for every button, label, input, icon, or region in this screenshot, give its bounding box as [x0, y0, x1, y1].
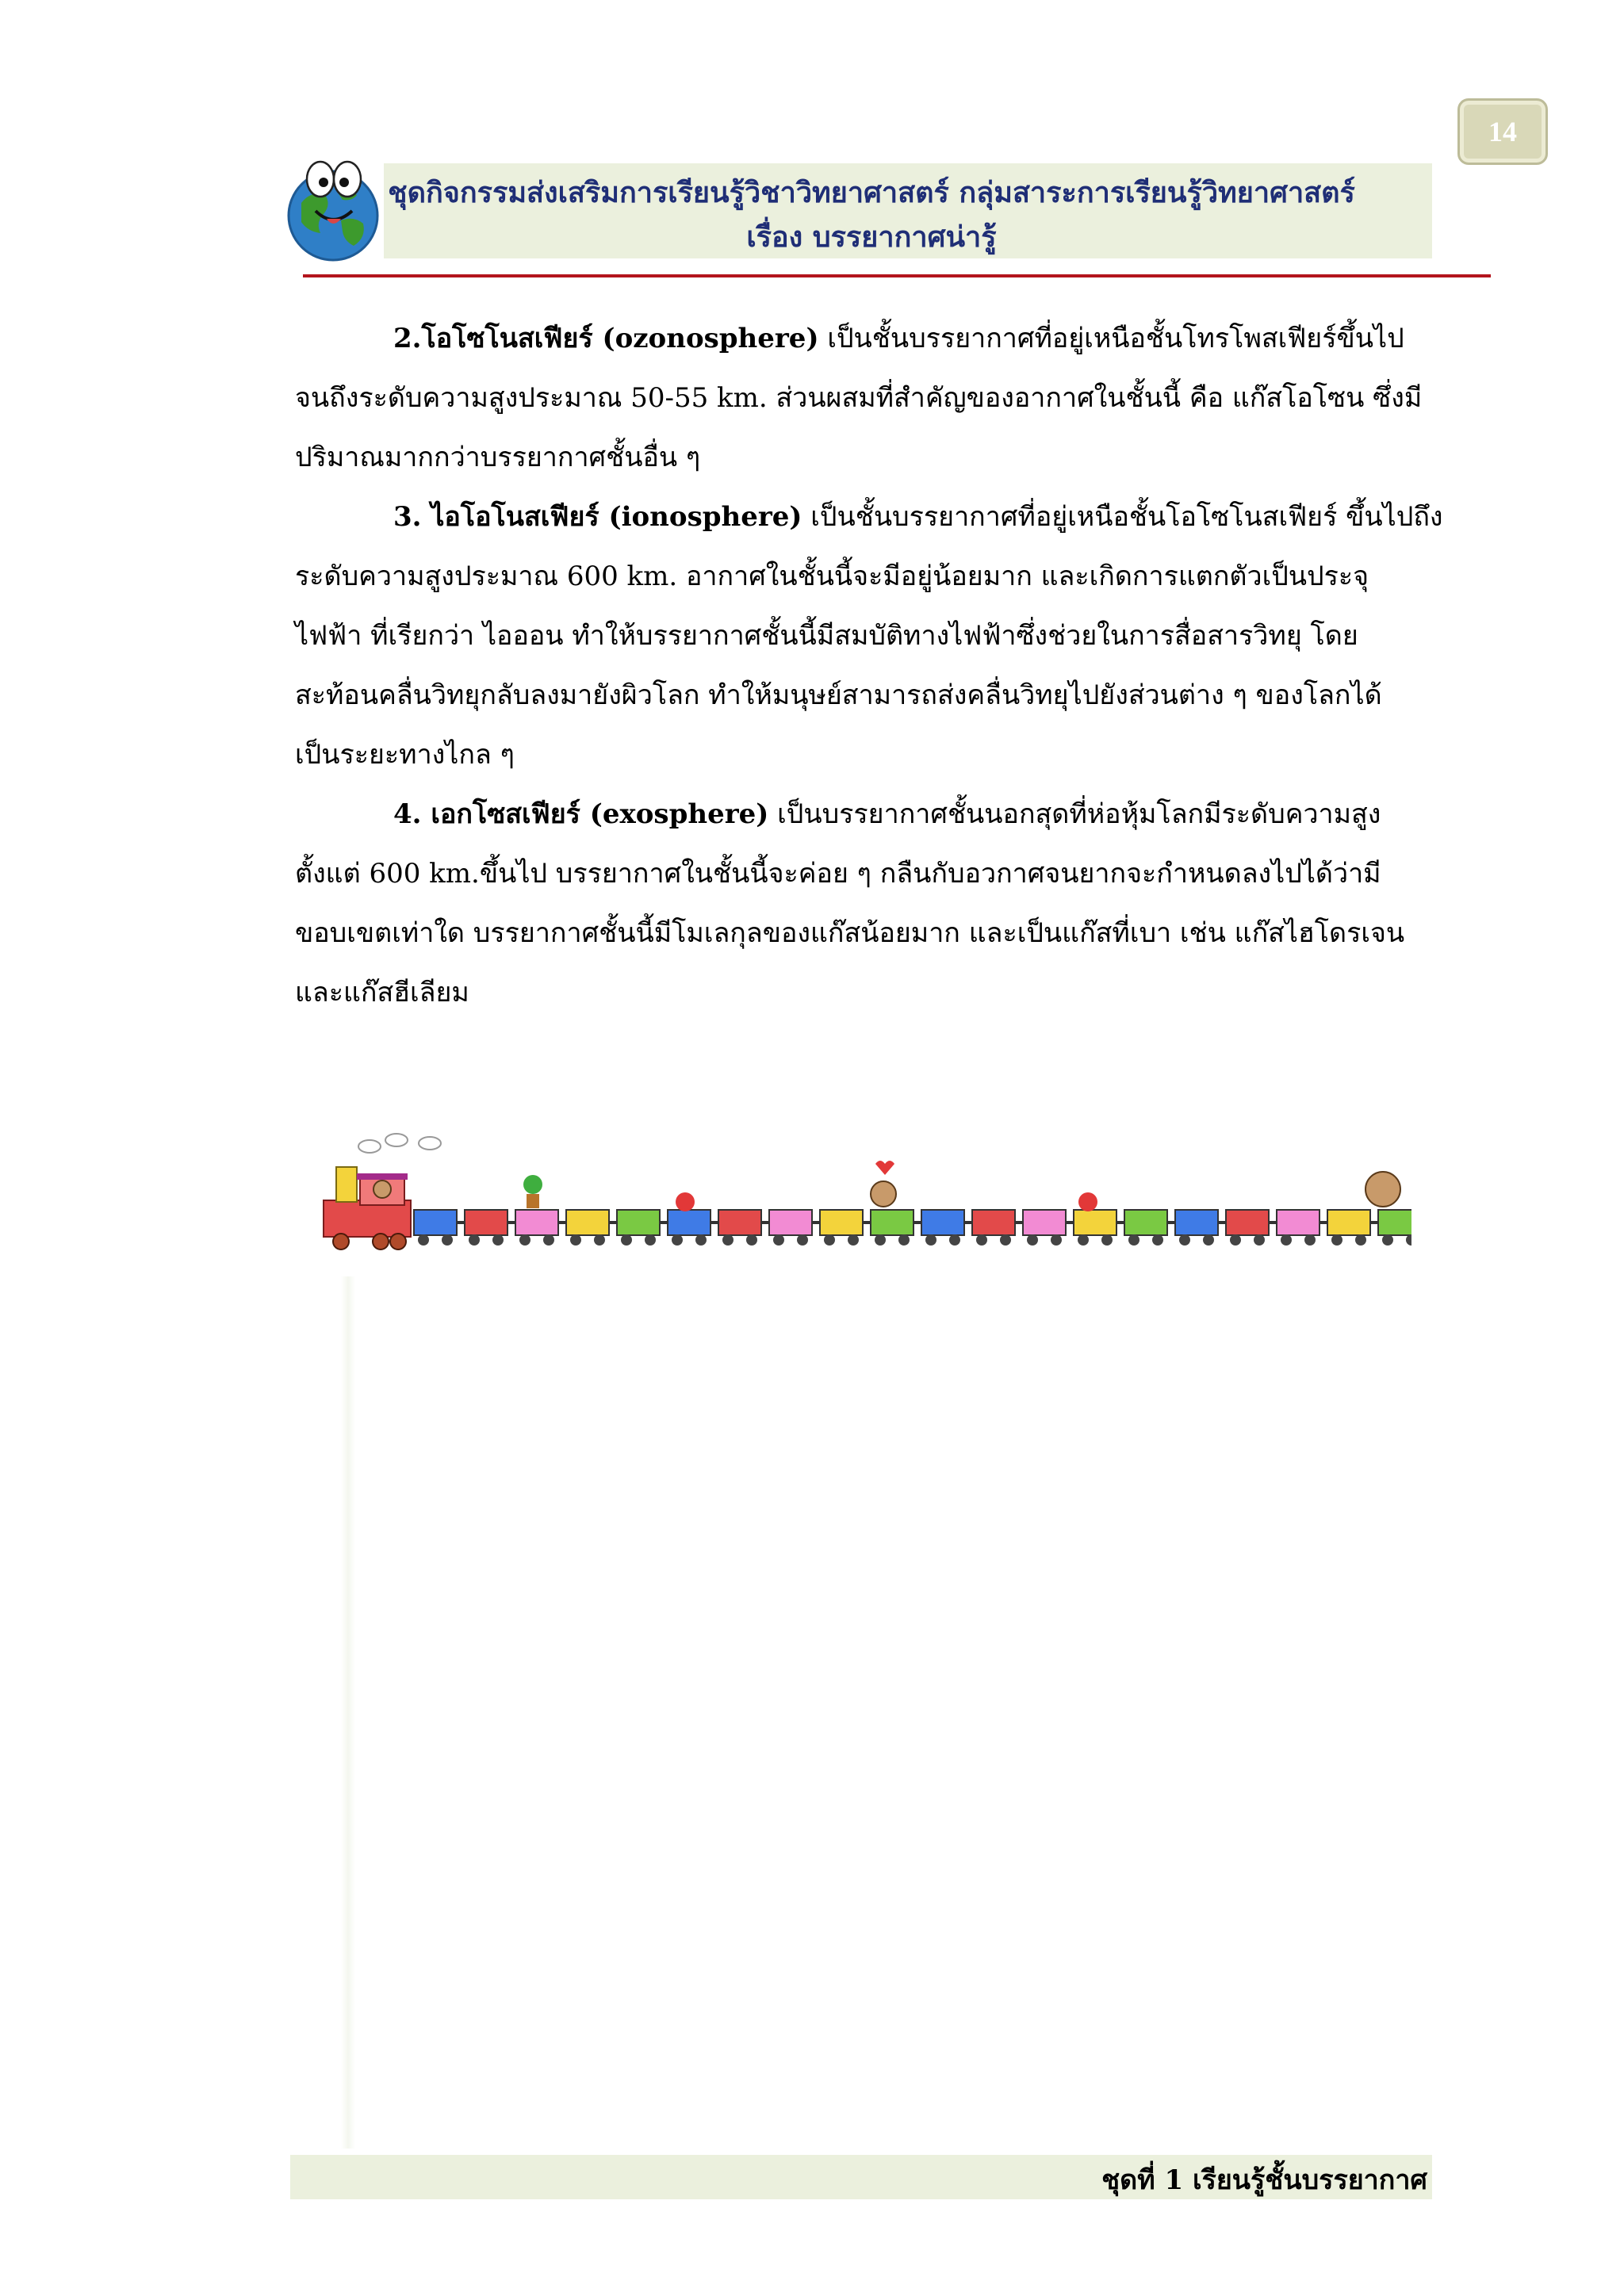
train-car	[972, 1210, 1015, 1235]
header-divider	[303, 274, 1491, 277]
train-car	[515, 1210, 558, 1235]
wheel	[1051, 1234, 1062, 1246]
paragraph-line: ตั้งแต่ 600 km.ขึ้นไป บรรยากาศในชั้นนี้จะค่อย ๆ กลืนกับอวกาศจนยากจะกำหนดลงไปได้ว่ามี	[295, 858, 1381, 890]
train-car	[718, 1210, 761, 1235]
paragraph-ozonosphere	[295, 309, 1437, 488]
globe-mascot-icon	[284, 155, 382, 263]
train-car	[871, 1210, 914, 1235]
wheel	[373, 1234, 389, 1249]
coupler	[1320, 1221, 1327, 1224]
wheel	[797, 1234, 808, 1246]
coupler	[1066, 1221, 1074, 1224]
wheel	[645, 1234, 656, 1246]
coupler	[1116, 1221, 1124, 1224]
wheel	[570, 1234, 581, 1246]
wheel	[390, 1234, 406, 1249]
wheel	[1152, 1234, 1163, 1246]
wheel	[519, 1234, 530, 1246]
footer-title: ชุดที่ 1 เรียนรู้ชั้นบรรยากาศ	[1101, 2164, 1427, 2196]
coupler	[457, 1221, 465, 1224]
wheel	[1179, 1234, 1190, 1246]
wheel	[1101, 1234, 1113, 1246]
paragraph-line: ขอบเขตเท่าใด บรรยากาศชั้นนี้มีโมเลกุลของแก๊สน้อยมาก และเป็นแก๊สที่เบา เช่น แก๊สไฮโดรเจน	[295, 917, 1405, 949]
term-exosphere: 4. เอกโซสเฟียร์ (exosphere)	[393, 798, 769, 830]
paragraph-exosphere	[295, 785, 1437, 1023]
wheel	[949, 1234, 960, 1246]
smoke-puff	[358, 1140, 381, 1153]
wheel	[695, 1234, 707, 1246]
coupler	[964, 1221, 972, 1224]
wheel	[773, 1234, 784, 1246]
wheel	[1027, 1234, 1038, 1246]
train-car	[465, 1210, 508, 1235]
coupler	[508, 1221, 515, 1224]
paragraph-line: และแก๊สฮีเลียม	[295, 977, 469, 1008]
plant-icon	[523, 1175, 542, 1194]
paragraph-line: ปริมาณมากกว่าบรรยากาศชั้นอื่น ๆ	[295, 442, 701, 473]
wheel	[1000, 1234, 1011, 1246]
bear-icon	[871, 1181, 896, 1207]
wheel	[621, 1234, 632, 1246]
train-car	[1327, 1210, 1370, 1235]
paragraph-line: สะท้อนคลื่นวิทยุกลับลงมายังผิวโลก ทำให้มนุษย์สามารถส่งคลื่นวิทยุไปยังส่วนต่าง ๆ ของโลกได้	[295, 679, 1382, 711]
wheel	[848, 1234, 859, 1246]
wheel	[1078, 1234, 1089, 1246]
paragraph-line: ไฟฟ้า ที่เรียกว่า ไอออน ทำให้บรรยากาศชั้นนี้มีสมบัติทางไฟฟ้าซึ่งช่วยในการสื่อสารวิทยุ โดย	[295, 620, 1358, 652]
paragraph-ionosphere	[295, 488, 1443, 785]
train-car	[1074, 1210, 1116, 1235]
apple-icon	[676, 1192, 695, 1211]
wheel	[418, 1234, 429, 1246]
wheel	[1128, 1234, 1139, 1246]
bear-icon	[1365, 1172, 1400, 1207]
wheel	[543, 1234, 554, 1246]
paragraph-line	[295, 309, 1437, 369]
train-car	[820, 1210, 863, 1235]
wheel	[469, 1234, 480, 1246]
smoke-puff	[419, 1137, 441, 1150]
header-subtitle: เรื่อง บรรยากาศน่ารู้	[746, 220, 997, 254]
train-car	[1226, 1210, 1269, 1235]
body-text	[295, 309, 1443, 1023]
term-ozonosphere: 2.โอโซโนสเฟียร์ (ozonosphere)	[393, 323, 819, 354]
wheel	[1254, 1234, 1265, 1246]
paragraph-text: เป็นชั้นบรรยากาศที่อยู่เหนือชั้นโทรโพสเฟียร์ขึ้นไป	[818, 323, 1404, 354]
wheel	[1382, 1234, 1393, 1246]
train-car	[617, 1210, 660, 1235]
page-number: 14	[1488, 116, 1517, 147]
flowerpot-icon	[527, 1194, 539, 1208]
coupler	[863, 1221, 871, 1224]
wheel	[1281, 1234, 1292, 1246]
train-car	[566, 1210, 609, 1235]
train-car	[668, 1210, 710, 1235]
paragraph-line: ระดับความสูงประมาณ 600 km. อากาศในชั้นนี้จะมีอยู่น้อยมาก และเกิดการแตกตัวเป็นประจุ	[295, 561, 1369, 592]
paragraph-line: จนถึงระดับความสูงประมาณ 50-55 km. ส่วนผสมที่สำคัญของอากาศในชั้นนี้ คือ แก๊สโอโซน ซึ่งมี	[295, 382, 1423, 414]
wheel	[824, 1234, 835, 1246]
coupler	[1218, 1221, 1226, 1224]
bear-icon	[373, 1181, 391, 1198]
wheel	[1230, 1234, 1241, 1246]
wheel	[594, 1234, 605, 1246]
wheel	[1304, 1234, 1316, 1246]
coupler	[761, 1221, 769, 1224]
wheel	[722, 1234, 733, 1246]
term-ionosphere: 3. ไอโอโนสเฟียร์ (ionosphere)	[393, 501, 802, 533]
paragraph-line	[295, 488, 1443, 547]
heart-icon	[875, 1161, 894, 1175]
coupler	[558, 1221, 566, 1224]
coupler	[812, 1221, 820, 1224]
wheel	[1355, 1234, 1366, 1246]
train-car	[414, 1210, 457, 1235]
coupler	[1167, 1221, 1175, 1224]
paragraph-text: เป็นชั้นบรรยากาศที่อยู่เหนือชั้นโอโซโนสเฟียร์ ขึ้นไปถึง	[802, 501, 1443, 533]
coupler	[914, 1221, 921, 1224]
wheel	[875, 1234, 886, 1246]
train-car	[921, 1210, 964, 1235]
paragraph-text: เป็นบรรยากาศชั้นนอกสุดที่ห่อหุ้มโลกมีระดับความสูง	[768, 798, 1381, 830]
wheel	[442, 1234, 453, 1246]
strawberry-icon	[1078, 1192, 1097, 1211]
train-car	[1124, 1210, 1167, 1235]
wheel	[925, 1234, 936, 1246]
train-car	[1023, 1210, 1066, 1235]
wheel	[672, 1234, 683, 1246]
smoke-puff	[385, 1134, 408, 1146]
coupler	[609, 1221, 617, 1224]
wheel	[333, 1234, 349, 1249]
train-car	[1175, 1210, 1218, 1235]
wheel	[976, 1234, 987, 1246]
coupler	[1370, 1221, 1378, 1224]
wheel	[746, 1234, 757, 1246]
coupler	[1269, 1221, 1277, 1224]
toy-train-divider-icon	[320, 1129, 1411, 1256]
wheel	[1331, 1234, 1342, 1246]
page-number-badge	[1457, 98, 1548, 165]
page-shade	[341, 1276, 355, 2149]
train-car	[1378, 1210, 1411, 1235]
train-car	[769, 1210, 812, 1235]
header-title: ชุดกิจกรรมส่งเสริมการเรียนรู้วิชาวิทยาศาสตร์ กลุ่มสาระการเรียนรู้วิทยาศาสตร์	[388, 176, 1355, 209]
paragraph-line: เป็นระยะทางไกล ๆ	[295, 739, 515, 771]
coupler	[660, 1221, 668, 1224]
paragraph-line	[295, 785, 1437, 844]
coupler	[710, 1221, 718, 1224]
wheel	[492, 1234, 504, 1246]
engine-chimney	[336, 1167, 357, 1202]
engine-roof	[357, 1173, 408, 1180]
wheel	[1406, 1234, 1411, 1246]
train-car	[1277, 1210, 1320, 1235]
wheel	[898, 1234, 910, 1246]
coupler	[1015, 1221, 1023, 1224]
wheel	[1203, 1234, 1214, 1246]
